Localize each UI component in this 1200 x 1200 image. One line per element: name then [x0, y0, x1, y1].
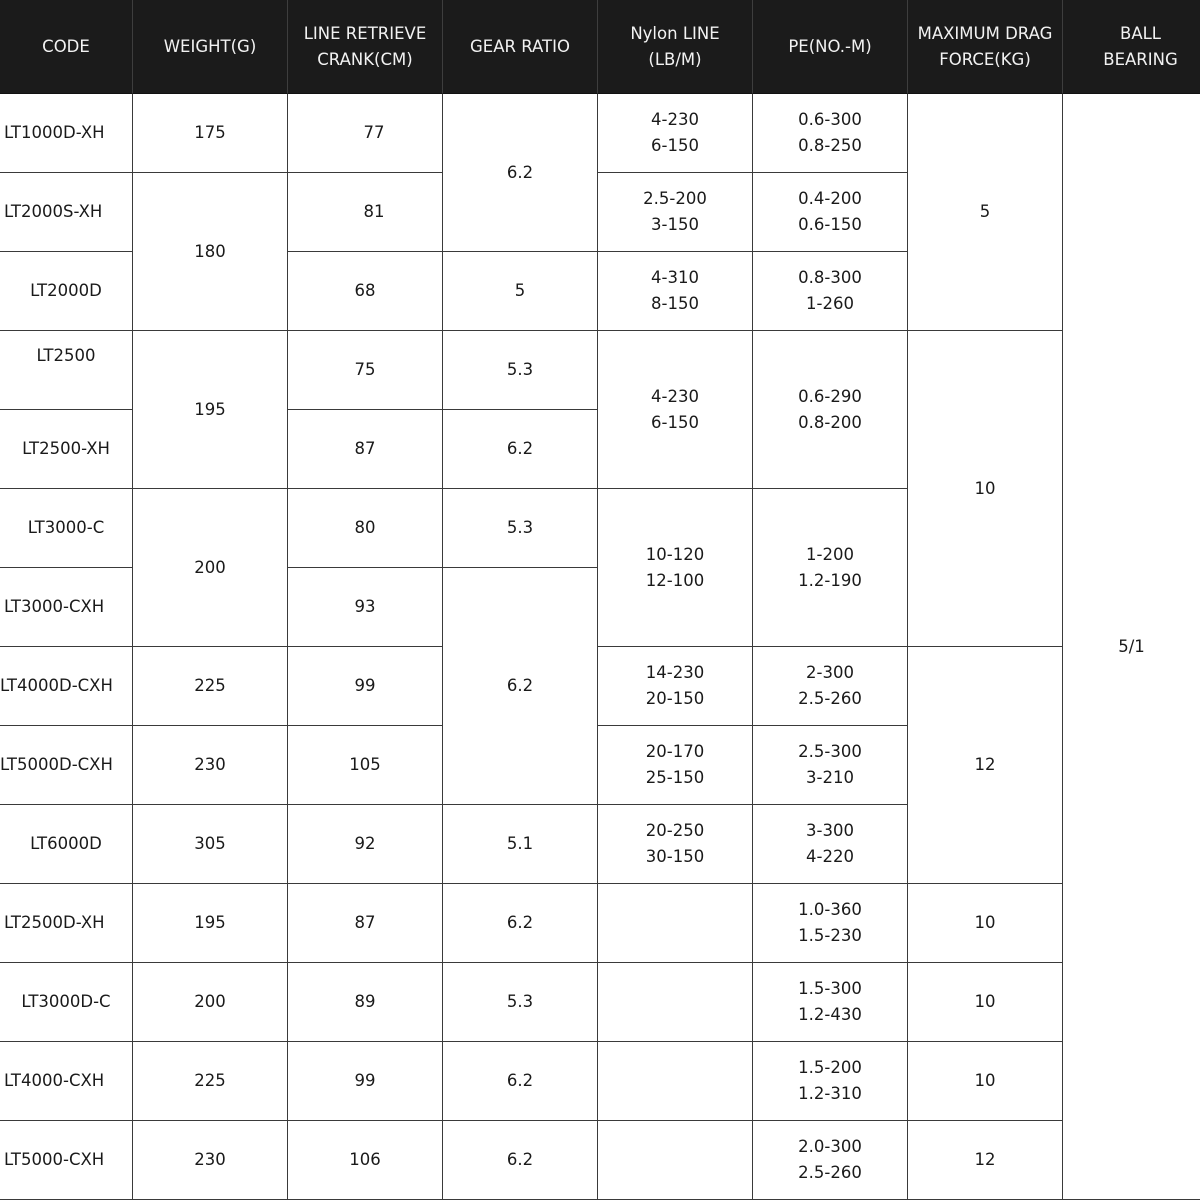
crank-cell: 80 — [288, 489, 443, 568]
gear-ratio-cell: 6.2 — [443, 410, 598, 489]
nylon-line-cell: 4-230 6-150 — [598, 94, 753, 173]
weight-cell: 195 — [133, 331, 288, 489]
pe-cell: 1.5-300 1.2-430 — [753, 963, 908, 1042]
header-pe: PE(NO.-M) — [753, 0, 908, 94]
pe-cell: 0.8-300 1-260 — [753, 252, 908, 331]
code-cell: LT3000-C — [0, 489, 133, 568]
code-cell: LT5000-CXH — [0, 1121, 133, 1200]
pe-cell: 1.5-200 1.2-310 — [753, 1042, 908, 1121]
code-cell: LT4000D-CXH — [0, 647, 133, 726]
pe-cell: 0.6-290 0.8-200 — [753, 331, 908, 489]
pe-cell: 0.6-300 0.8-250 — [753, 94, 908, 173]
crank-cell: 93 — [288, 568, 443, 647]
weight-cell: 200 — [133, 489, 288, 647]
max-drag-cell: 10 — [908, 963, 1063, 1042]
header-max-drag: MAXIMUM DRAG FORCE(KG) — [908, 0, 1063, 94]
code-cell: LT6000D — [0, 805, 133, 884]
crank-cell: 105 — [288, 726, 443, 805]
nylon-line-cell — [598, 884, 753, 963]
weight-cell: 225 — [133, 1042, 288, 1121]
nylon-line-cell: 20-170 25-150 — [598, 726, 753, 805]
code-cell: LT1000D-XH — [0, 94, 133, 173]
crank-cell: 99 — [288, 1042, 443, 1121]
max-drag-cell: 10 — [908, 1042, 1063, 1121]
pe-cell: 2.5-300 3-210 — [753, 726, 908, 805]
weight-cell: 230 — [133, 726, 288, 805]
code-cell: LT4000-CXH — [0, 1042, 133, 1121]
header-ball-bearing: BALL BEARING — [1063, 0, 1200, 94]
pe-cell: 3-300 4-220 — [753, 805, 908, 884]
code-cell: LT3000-CXH — [0, 568, 133, 647]
gear-ratio-cell: 5.3 — [443, 489, 598, 568]
code-cell: LT5000D-CXH — [0, 726, 133, 805]
code-cell: LT2500 — [0, 331, 133, 410]
crank-cell: 68 — [288, 252, 443, 331]
crank-cell: 81 — [288, 173, 443, 252]
header-weight: WEIGHT(G) — [133, 0, 288, 94]
max-drag-cell: 12 — [908, 647, 1063, 884]
gear-ratio-cell: 6.2 — [443, 1121, 598, 1200]
crank-cell: 106 — [288, 1121, 443, 1200]
weight-cell: 200 — [133, 963, 288, 1042]
crank-cell: 89 — [288, 963, 443, 1042]
nylon-line-cell: 10-120 12-100 — [598, 489, 753, 647]
nylon-line-cell — [598, 1042, 753, 1121]
header-line-retrieve: LINE RETRIEVE CRANK(CM) — [288, 0, 443, 94]
gear-ratio-cell: 6.2 — [443, 1042, 598, 1121]
max-drag-cell: 5 — [908, 94, 1063, 331]
code-cell: LT2000S-XH — [0, 173, 133, 252]
code-cell: LT2000D — [0, 252, 133, 331]
nylon-line-cell: 4-310 8-150 — [598, 252, 753, 331]
weight-cell: 195 — [133, 884, 288, 963]
weight-cell: 225 — [133, 647, 288, 726]
max-drag-cell: 10 — [908, 884, 1063, 963]
gear-ratio-cell: 5.3 — [443, 331, 598, 410]
pe-cell: 0.4-200 0.6-150 — [753, 173, 908, 252]
gear-ratio-cell: 6.2 — [443, 94, 598, 252]
nylon-line-cell: 4-230 6-150 — [598, 331, 753, 489]
weight-cell: 230 — [133, 1121, 288, 1200]
crank-cell: 92 — [288, 805, 443, 884]
crank-cell: 87 — [288, 410, 443, 489]
weight-cell: 305 — [133, 805, 288, 884]
crank-cell: 87 — [288, 884, 443, 963]
pe-cell: 1-200 1.2-190 — [753, 489, 908, 647]
pe-cell: 2.0-300 2.5-260 — [753, 1121, 908, 1200]
gear-ratio-cell: 6.2 — [443, 884, 598, 963]
nylon-line-cell: 14-230 20-150 — [598, 647, 753, 726]
crank-cell: 99 — [288, 647, 443, 726]
code-cell: LT2500-XH — [0, 410, 133, 489]
header-code: CODE — [0, 0, 133, 94]
header-nylon-line: Nylon LINE (LB/M) — [598, 0, 753, 94]
gear-ratio-cell: 6.2 — [443, 568, 598, 805]
max-drag-cell: 10 — [908, 331, 1063, 647]
pe-cell: 2-300 2.5-260 — [753, 647, 908, 726]
nylon-line-cell — [598, 1121, 753, 1200]
weight-cell: 175 — [133, 94, 288, 173]
pe-cell: 1.0-360 1.5-230 — [753, 884, 908, 963]
weight-cell: 180 — [133, 173, 288, 331]
gear-ratio-cell: 5 — [443, 252, 598, 331]
max-drag-cell: 12 — [908, 1121, 1063, 1200]
nylon-line-cell — [598, 963, 753, 1042]
crank-cell: 75 — [288, 331, 443, 410]
code-cell: LT2500D-XH — [0, 884, 133, 963]
gear-ratio-cell: 5.3 — [443, 963, 598, 1042]
ball-bearing-cell: 5/1 — [1063, 94, 1200, 1200]
header-gear-ratio: GEAR RATIO — [443, 0, 598, 94]
crank-cell: 77 — [288, 94, 443, 173]
code-cell: LT3000D-C — [0, 963, 133, 1042]
gear-ratio-cell: 5.1 — [443, 805, 598, 884]
nylon-line-cell: 2.5-200 3-150 — [598, 173, 753, 252]
nylon-line-cell: 20-250 30-150 — [598, 805, 753, 884]
